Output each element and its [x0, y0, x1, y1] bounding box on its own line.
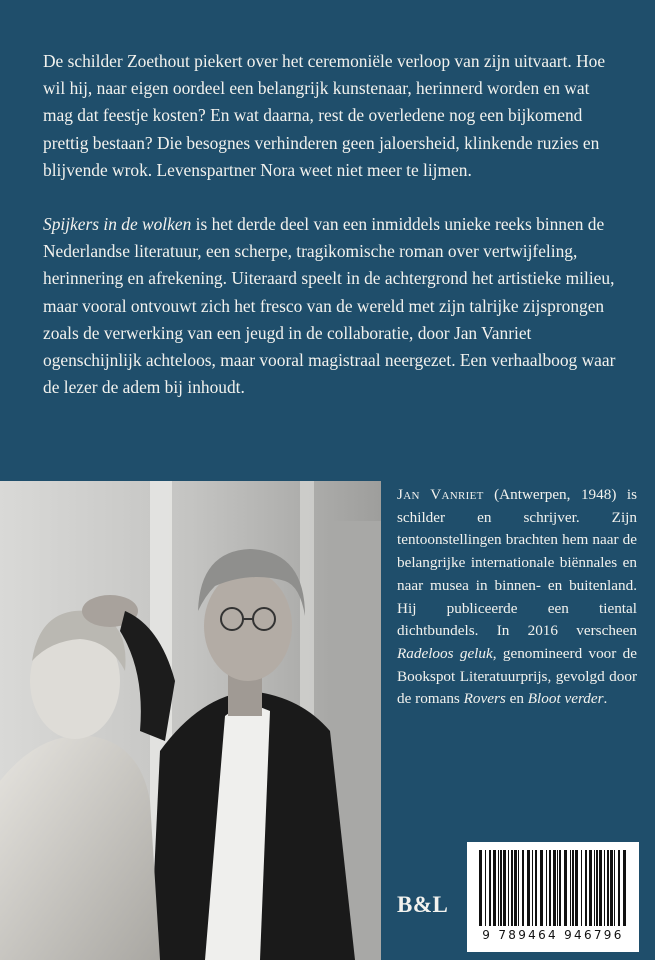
barcode-bar — [572, 850, 574, 926]
barcode-bar — [485, 850, 486, 926]
barcode-bar — [503, 850, 506, 926]
author-name: Jan Vanriet — [397, 486, 484, 503]
barcode-bar — [518, 850, 519, 926]
publisher-logo: B&L — [397, 892, 449, 917]
barcode-bar — [479, 850, 482, 926]
back-cover-blurb — [43, 48, 623, 428]
barcode-bar — [599, 850, 602, 926]
barcode-bar — [489, 850, 491, 926]
barcode-bar — [570, 850, 571, 926]
barcode-bar — [493, 850, 496, 926]
barcode-bar — [564, 850, 567, 926]
bio-text-2: , genomineerd voor de Bookspot Literatuurprijs, gevolgd door de romans — [397, 644, 637, 708]
barcode-bars — [479, 850, 627, 928]
barcode-bar — [589, 850, 592, 926]
barcode-bar — [610, 850, 613, 926]
barcode-bar — [581, 850, 582, 926]
author-photo — [0, 481, 381, 960]
barcode-bar — [535, 850, 537, 926]
isbn-number: 9 789464 946796 — [482, 928, 624, 942]
bio-text-3: en — [505, 690, 528, 708]
blurb-paragraph-1: De schilder Zoethout piekert over het ceremoniële verloop van zijn uitvaart. Hoe wil hij, naar eigen oordeel een belangrijk kunstenaar, herinnerd worden en wat mag dat feestje kosten? En wat daarna, rest de overledene nog een bijkomend prettig bestaan? Die besognes verhinderen geen jaloersheid, klinkende ruzies en blijvende wrok. Levenspartner Nora weet niet meer te lijmen. — [43, 51, 606, 180]
bio-book-2: Rovers — [463, 690, 506, 708]
blurb-paragraph-2 — [43, 211, 623, 401]
barcode-bar — [585, 850, 587, 926]
barcode — [467, 842, 639, 952]
blurb-paragraph-2-text: is het derde deel van een inmiddels unieke reeks binnen de Nederlandse literatuur, een scherpe, tragikomische roman over vertwijfeling, herinnering en afrekening. Uiteraard speelt in de achtergrond het artistieke milieu, maar vooral ontvouwt zich het fresco van de wereld met zijn talrijke zijsprongen zoals de verwerking van een jeugd in de collaboratie, door Jan Vanriet ogenschijnlijk achteloos, maar vooral magistraal neergezet. Een verhaalboog waar de lezer de adem bij inhoudt. — [43, 214, 616, 398]
barcode-bar — [557, 850, 558, 926]
bio-text-1: (Antwerpen, 1948) is schilder en schrijver. Zijn tentoonstellingen brachten hem naar de belangrijke internationale biënnales en naar musea in binnen- en buitenland. Hij publiceerde een tiental dichtbundels. In 2016 verscheen — [397, 486, 637, 640]
barcode-bar — [511, 850, 513, 926]
barcode-bar — [596, 850, 598, 926]
barcode-bar — [559, 850, 561, 926]
barcode-bar — [549, 850, 551, 926]
bio-text-4: . — [603, 690, 608, 708]
barcode-bar — [532, 850, 533, 926]
barcode-bar — [527, 850, 530, 926]
barcode-bar — [614, 850, 615, 926]
barcode-bar — [594, 850, 595, 926]
barcode-bar — [546, 850, 547, 926]
bio-book-3: Bloot verder — [527, 690, 604, 708]
bio-book-1: Radeloos geluk — [397, 644, 493, 662]
barcode-bar — [553, 850, 556, 926]
barcode-bar — [500, 850, 502, 926]
barcode-bar — [607, 850, 609, 926]
author-bio — [397, 484, 637, 711]
barcode-bar — [514, 850, 517, 926]
barcode-bar — [508, 850, 509, 926]
barcode-bar — [604, 850, 605, 926]
barcode-bar — [575, 850, 578, 926]
barcode-bar — [618, 850, 620, 926]
barcode-bar — [540, 850, 543, 926]
book-title: Spijkers in de wolken — [43, 214, 192, 235]
barcode-bar — [522, 850, 524, 926]
author-photo-illustration — [0, 481, 381, 960]
barcode-bar — [623, 850, 626, 926]
barcode-bar — [498, 850, 499, 926]
